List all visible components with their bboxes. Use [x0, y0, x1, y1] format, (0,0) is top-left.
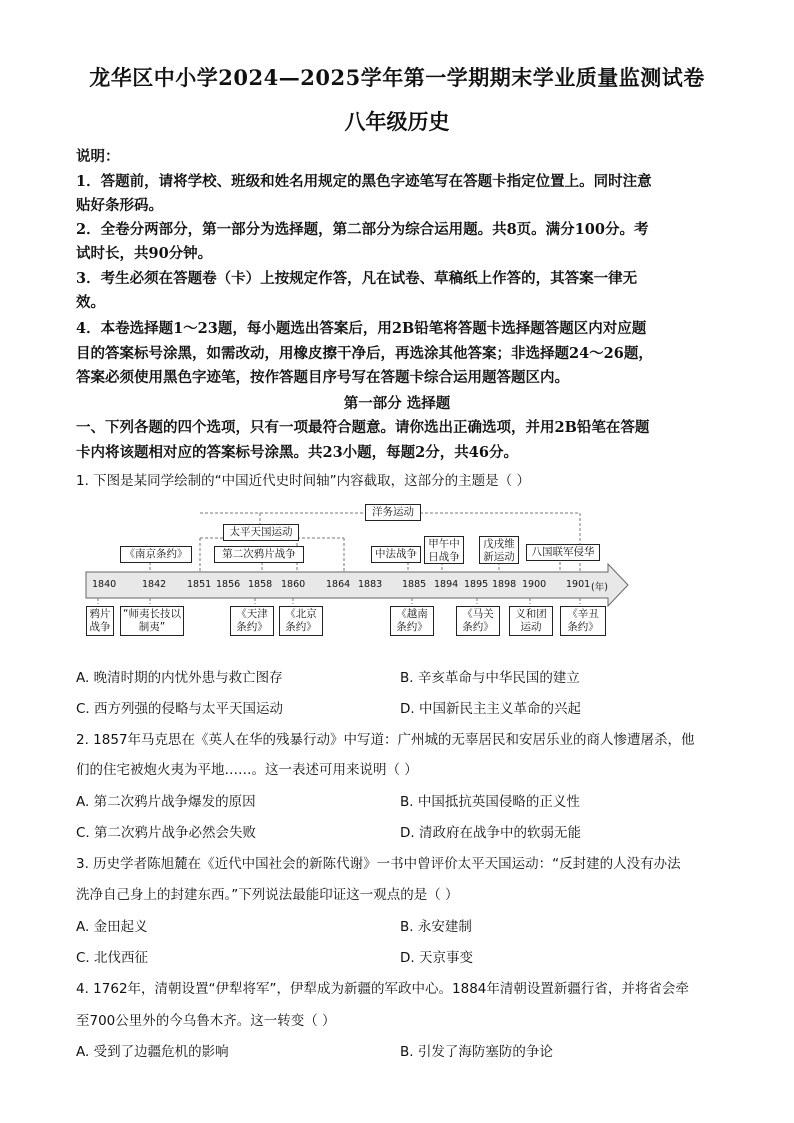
timeline-event: 鸦片战争 [86, 606, 114, 636]
timeline-event: 《马关条约》 [456, 606, 500, 636]
question-1-option-c[interactable]: C. 西方列强的侵略与太平天国运动 [76, 701, 284, 717]
timeline-event: “师夷长技以制夷” [120, 606, 184, 636]
question-3-stem: 3. 历史学者陈旭麓在《近代中国社会的新陈代谢》一书中曾评价太平天国运动：“反封建的人没有办法 [76, 856, 681, 872]
question-1-option-a[interactable]: A. 晚清时期的内忧外患与救亡图存 [76, 670, 283, 686]
timeline-year: 1885 [402, 579, 427, 590]
timeline-year: 1900 [522, 579, 547, 590]
timeline-year: 1842 [142, 579, 167, 590]
timeline-event: 第二次鸦片战争 [214, 546, 304, 563]
timeline-year: 1864 [326, 579, 351, 590]
question-2-option-d[interactable]: D. 清政府在战争中的软弱无能 [400, 825, 581, 841]
instruction-line: 贴好条形码。 [76, 197, 163, 214]
question-4-option-b[interactable]: B. 引发了海防塞防的争论 [400, 1044, 553, 1060]
question-4-stem: 4. 1762年，清朝设置“伊犁将军”，伊犁成为新疆的军政中心。1884年清朝设置新疆行省，并将省会牵 [76, 981, 689, 997]
timeline-year: 1883 [358, 579, 383, 590]
question-4-stem: 至700公里外的今乌鲁木齐。这一转变（ ） [76, 1013, 336, 1029]
question-3-option-a[interactable]: A. 金田起义 [76, 919, 148, 935]
instruction-line: 答案必须使用黑色字迹笔，按作答题目序号写在答题卡综合运用题答题区内。 [76, 369, 569, 386]
instruction-line: 效。 [76, 294, 105, 311]
exam-subtitle: 八年级历史 [344, 109, 450, 134]
instruction-line: 1．答题前，请将学校、班级和姓名用规定的黑色字迹笔写在答题卡指定位置上。同时注意 [76, 173, 652, 190]
question-1-stem: 1. 下图是某同学绘制的“中国近代史时间轴”内容截取，这部分的主题是（ ） [76, 473, 530, 489]
timeline-year: 1901 [566, 579, 591, 590]
timeline-year: 1898 [492, 579, 517, 590]
timeline-event: 《北京条约》 [279, 606, 323, 636]
question-1-option-d[interactable]: D. 中国新民主主义革命的兴起 [400, 701, 581, 717]
instructions-heading: 说明： [76, 148, 120, 165]
instruction-line: 2．全卷分两部分，第一部分为选择题，第二部分为综合运用题。共8页。满分100分。考 [76, 221, 649, 238]
timeline-year: 1860 [281, 579, 306, 590]
timeline-year: 1851 [187, 579, 212, 590]
timeline-event: 洋务运动 [365, 504, 421, 521]
part1-intro: 卡内将该题相对应的答案标号涂黑。共23小题，每题2分，共46分。 [76, 444, 518, 461]
question-3-option-d[interactable]: D. 天京事变 [400, 950, 473, 966]
question-1-option-b[interactable]: B. 辛亥革命与中华民国的建立 [400, 670, 580, 686]
timeline-event: 义和团运动 [509, 606, 553, 636]
question-2-option-b[interactable]: B. 中国抵抗英国侵略的正义性 [400, 794, 580, 810]
part1-intro: 一、下列各题的四个选项，只有一项最符合题意。请你选出正确选项，并用2B铅笔在答题 [76, 419, 650, 436]
timeline-event: 太平天国运动 [223, 524, 299, 541]
timeline-event: 中法战争 [371, 546, 421, 563]
question-2-option-c[interactable]: C. 第二次鸦片战争必然会失败 [76, 825, 257, 841]
question-3-stem: 洗净自己身上的封建东西。”下列说法最能印证这一观点的是（ ） [76, 887, 459, 903]
timeline-year: 1840 [92, 579, 117, 590]
timeline-year: 1856 [216, 579, 241, 590]
question-2-stem: 们的住宅被炮火夷为平地……。这一表述可用来说明（ ） [76, 762, 418, 778]
timeline-event: 《辛丑条约》 [560, 606, 606, 636]
instruction-line: 试时长，共90分钟。 [76, 245, 213, 262]
instruction-line: 4．本卷选择题1～23题，每小题选出答案后，用2B铅笔将答题卡选择题答题区内对应题 [76, 320, 647, 337]
question-3-option-b[interactable]: B. 永安建制 [400, 919, 472, 935]
timeline-year: 1895 [464, 579, 489, 590]
timeline-event: 《越南条约》 [390, 606, 434, 636]
question-4-option-a[interactable]: A. 受到了边疆危机的影响 [76, 1044, 229, 1060]
question-2-stem: 2. 1857年马克思在《英人在华的残暴行动》中写道：广州城的无辜居民和安居乐业的商人惨遭屠杀，他 [76, 732, 695, 748]
timeline-event: 《天津条约》 [230, 606, 274, 636]
timeline-event: 戊戌维新运动 [479, 536, 519, 564]
timeline-year: 1858 [248, 579, 273, 590]
timeline-figure [80, 498, 640, 644]
exam-title: 龙华区中小学2024—2025学年第一学期期末学业质量监测试卷 [89, 65, 705, 90]
instruction-line: 3．考生必须在答题卷（卡）上按规定作答，凡在试卷、草稿纸上作答的，其答案一律无 [76, 270, 638, 287]
timeline-event: 八国联军侵华 [526, 544, 600, 561]
instruction-line: 目的答案标号涂黑，如需改动，用橡皮擦干净后，再选涂其他答案；非选择题24～26题， [76, 345, 653, 362]
part1-title: 第一部分 选择题 [343, 395, 451, 412]
timeline-unit: (年) [591, 582, 608, 593]
question-3-option-c[interactable]: C. 北伐西征 [76, 950, 149, 966]
timeline-year: 1894 [434, 579, 459, 590]
timeline-event: 《南京条约》 [120, 546, 192, 563]
question-2-option-a[interactable]: A. 第二次鸦片战争爆发的原因 [76, 794, 256, 810]
timeline-event: 甲午中日战争 [424, 536, 464, 564]
